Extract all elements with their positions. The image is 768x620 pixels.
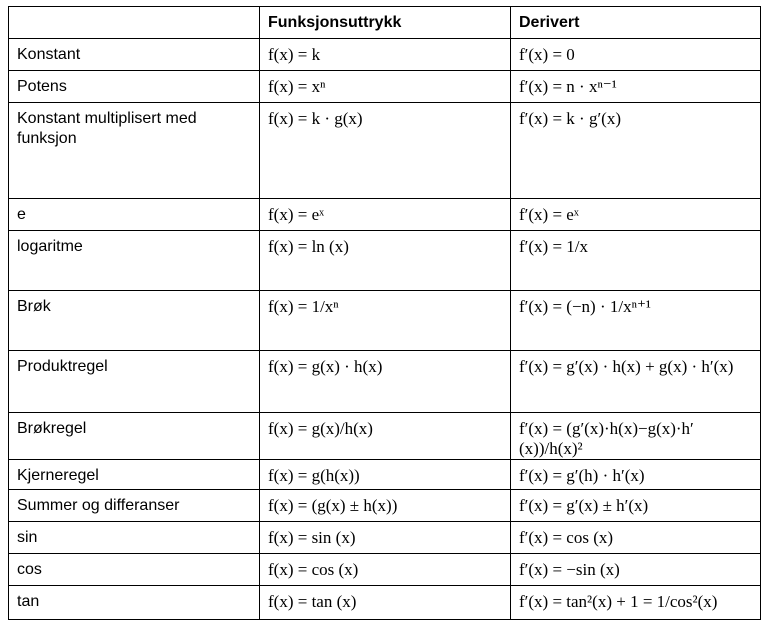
rule-name: Produktregel (9, 351, 260, 413)
derivative-expression: f′(x) = (−n) · 1/xⁿ⁺¹ (511, 291, 761, 351)
function-expression: f(x) = (g(x) ± h(x)) (260, 490, 511, 522)
derivative-expression: f′(x) = n · xⁿ⁻¹ (511, 71, 761, 103)
function-expression: f(x) = k · g(x) (260, 103, 511, 199)
derivative-rules-table (8, 6, 761, 620)
table-row (9, 71, 761, 103)
function-expression: f(x) = tan (x) (260, 586, 511, 620)
table-row (9, 39, 761, 71)
function-expression: f(x) = xⁿ (260, 71, 511, 103)
table-row (9, 351, 761, 413)
table-row (9, 413, 761, 460)
table-row (9, 554, 761, 586)
derivative-expression: f′(x) = cos (x) (511, 522, 761, 554)
table-row (9, 586, 761, 620)
rule-name: Brøkregel (9, 413, 260, 460)
rule-name: sin (9, 522, 260, 554)
header-derivative: Derivert (511, 7, 761, 39)
function-expression: f(x) = eˣ (260, 199, 511, 231)
derivative-expression: f′(x) = 1/x (511, 231, 761, 291)
function-expression: f(x) = sin (x) (260, 522, 511, 554)
function-expression: f(x) = 1/xⁿ (260, 291, 511, 351)
rule-name: Konstant multiplisert med funksjon (9, 103, 260, 199)
derivative-expression: f′(x) = k · g′(x) (511, 103, 761, 199)
rule-name: tan (9, 586, 260, 620)
derivative-expression: f′(x) = tan²(x) + 1 = 1/cos²(x) (511, 586, 761, 620)
rule-name: Brøk (9, 291, 260, 351)
header-empty (9, 7, 260, 39)
rule-name: Summer og differanser (9, 490, 260, 522)
derivative-expression: f′(x) = eˣ (511, 199, 761, 231)
rule-name: Potens (9, 71, 260, 103)
rule-name: Konstant (9, 39, 260, 71)
derivative-expression: f′(x) = 0 (511, 39, 761, 71)
function-expression: f(x) = g(x)/h(x) (260, 413, 511, 460)
derivative-expression: f′(x) = g′(h) · h′(x) (511, 460, 761, 490)
table-row (9, 460, 761, 490)
table-row (9, 490, 761, 522)
function-expression: f(x) = cos (x) (260, 554, 511, 586)
table-row (9, 199, 761, 231)
table-row (9, 291, 761, 351)
function-expression: f(x) = g(h(x)) (260, 460, 511, 490)
derivative-expression: f′(x) = g′(x) · h(x) + g(x) · h′(x) (511, 351, 761, 413)
table-row (9, 231, 761, 291)
function-expression: f(x) = ln (x) (260, 231, 511, 291)
function-expression: f(x) = k (260, 39, 511, 71)
rule-name: cos (9, 554, 260, 586)
rule-name: Kjerneregel (9, 460, 260, 490)
derivative-expression: f′(x) = g′(x) ± h′(x) (511, 490, 761, 522)
header-row (9, 7, 761, 39)
table-row (9, 522, 761, 554)
derivative-expression: f′(x) = −sin (x) (511, 554, 761, 586)
table-row (9, 103, 761, 199)
derivative-expression: f′(x) = (g′(x)·h(x)−g(x)·h′(x))/h(x)² (511, 413, 761, 460)
rule-name: e (9, 199, 260, 231)
rule-name: logaritme (9, 231, 260, 291)
header-function-expression: Funksjonsuttrykk (260, 7, 511, 39)
function-expression: f(x) = g(x) · h(x) (260, 351, 511, 413)
